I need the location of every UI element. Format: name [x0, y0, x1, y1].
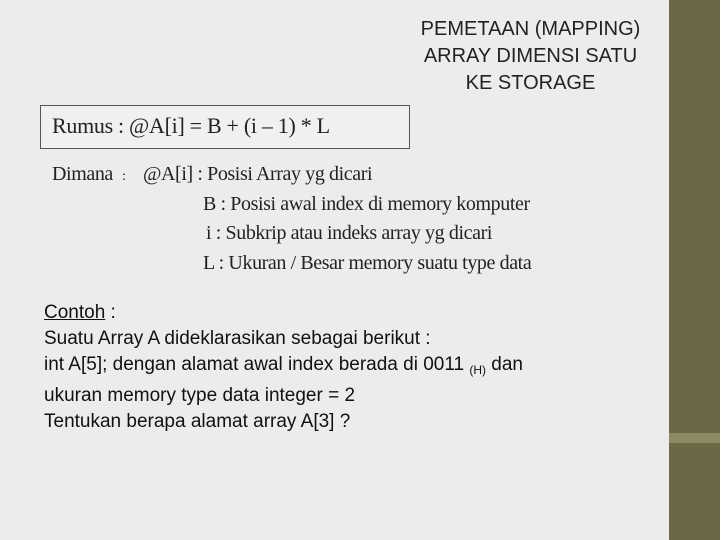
example-line-2	[44, 352, 523, 383]
formula-text: Rumus : @A[i] = B + (i – 1) * L	[52, 113, 330, 138]
hex-subscript: (H)	[469, 363, 487, 377]
example-line-2-main: int A[5]; dengan alamat awal index berada di 0011	[44, 354, 470, 375]
definition-item: i : Subkrip atau indeks array yg dicari	[206, 222, 492, 244]
definition-intro	[52, 163, 126, 186]
title-line-3: KE STORAGE	[465, 72, 596, 94]
example-block	[44, 300, 523, 435]
title-line-1: PEMETAAN (MAPPING)	[420, 18, 641, 40]
example-heading-suffix: :	[105, 302, 116, 323]
definition-item: B : Posisi awal index di memory komputer	[203, 193, 530, 215]
definition-item: @A[i] : Posisi Array yg dicari	[143, 163, 373, 185]
slide-title	[388, 16, 673, 97]
sidebar-accent-band	[669, 433, 720, 443]
decorative-sidebar	[669, 0, 720, 540]
example-heading: Contoh	[44, 302, 106, 323]
example-line-4: Tentukan berapa alamat array A[3] ?	[44, 411, 351, 432]
title-line-2: ARRAY DIMENSI SATU	[423, 45, 638, 67]
definition-intro-label: Dimana	[52, 163, 113, 185]
definition-intro-colon: :	[122, 169, 126, 184]
example-line-3: ukuran memory type data integer = 2	[44, 385, 356, 406]
example-heading-line	[44, 300, 523, 326]
example-line-1: Suatu Array A dideklarasikan sebagai berikut :	[44, 328, 431, 349]
example-line-2-end: dan	[486, 354, 523, 375]
definition-item: L : Ukuran / Besar memory suatu type data	[203, 252, 532, 274]
